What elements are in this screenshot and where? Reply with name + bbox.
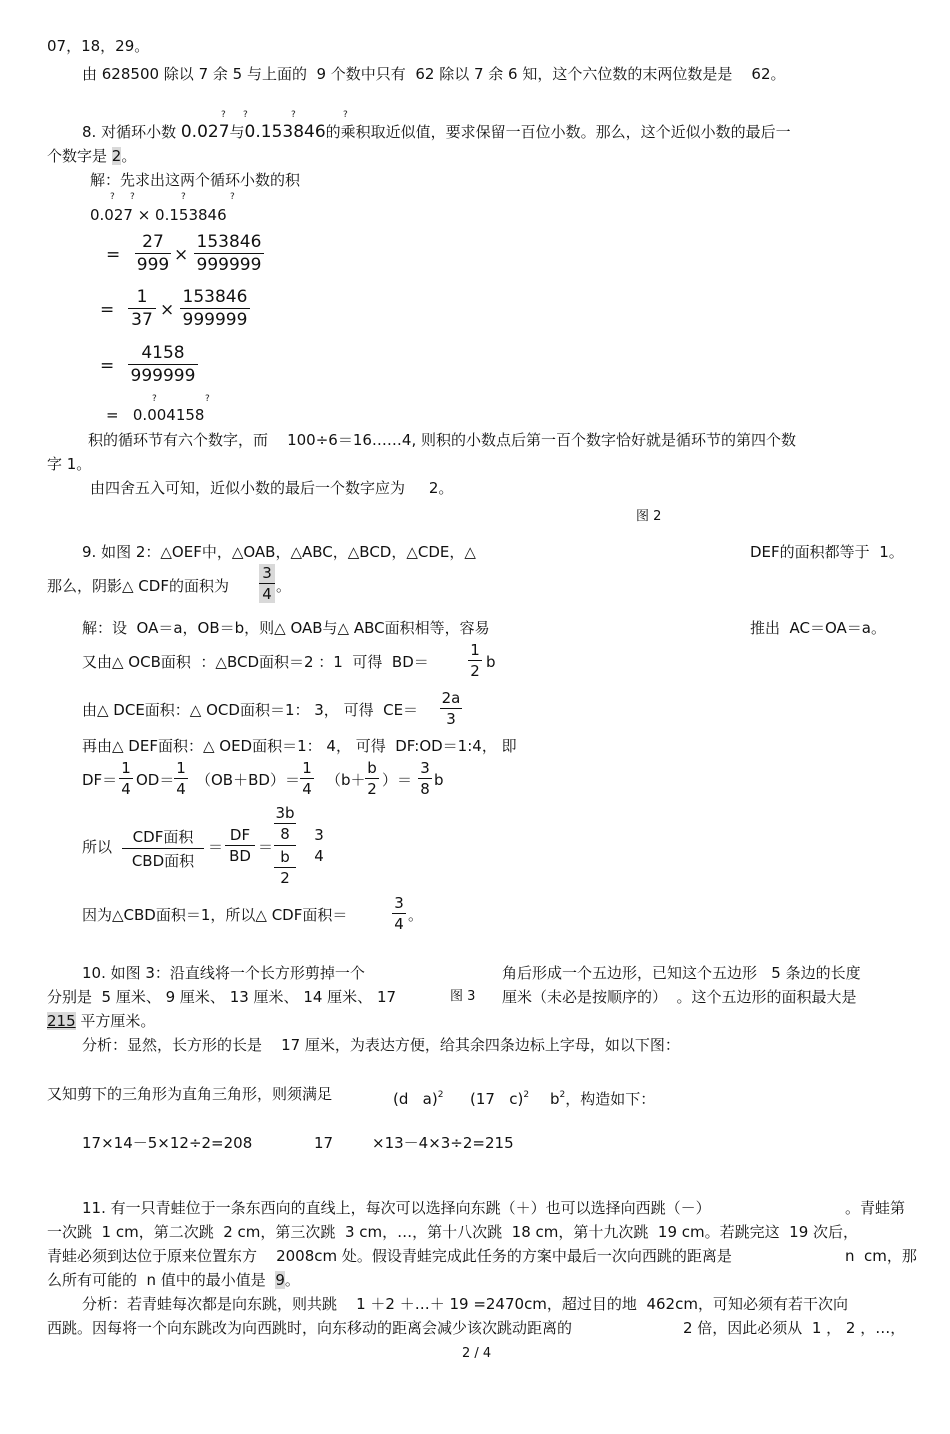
text-line: 推出 AC＝OA＝a。 [750,619,887,637]
math-expression: 17 [314,1134,334,1152]
text-line: 2 倍，因此必须从 1 ， 2 ，…， [683,1319,906,1337]
fraction: 4158 999999 [128,343,198,386]
problem-11-line: 11. 有一只青蛙位于一条东西向的直线上，每次可以选择向东跳（＋）也可以选择向西跳（－） [82,1199,711,1217]
text-line: 么所有可能的 n 值中的最小值是 9。 [47,1271,300,1289]
text-line: 又由△ OCB面积 ：△BCD面积＝2 ：1 可得 BD＝ [82,653,429,671]
text-line: 由四舍五入可知，近似小数的最后一个数字应为 2。 [90,479,454,497]
text-line: 积的循环节有六个数字，而 100÷6＝16……4, 则积的小数点后第一百个数字恰好就是循环节的第四个数 [88,431,796,449]
problem-9-line: 9. 如图 2：△OEF中，△OAB，△ABC，△BCD，△CDE，△ [82,543,476,561]
fraction: b 2 [365,759,379,798]
text-line: 青蛙必须到达位于原来位置东方 2008cm 处。假设青蛙完成此任务的方案中最后一次向西跳的距离是 [47,1247,732,1265]
fraction: 1 4 [119,759,133,798]
math-expression: 0.027 × 0.153846 [90,206,227,224]
problem-10-line: 10. 如图 3：沿直线将一个长方形剪掉一个 [82,964,365,982]
text-line: 07，18，29。 [47,37,150,55]
text-line: 一次跳 1 cm，第二次跳 2 cm，第三次跳 3 cm，…，第十八次跳 18 cm，第十九次跳 19 cm。若跳完这 19 次后， [47,1223,859,1241]
fraction: CDF面积 CBD面积 [122,826,204,871]
figure-caption: 图 3 [450,989,476,1004]
fraction: 2a 3 [441,689,461,728]
text-line: 215 平方厘米。 [47,1012,156,1030]
problem-8-line: 8. 对循环小数 0.027与0.153846的乘积取近似值，要求保留一百位小数。那么，这个近似小数的最后一 [82,122,791,142]
figure-caption: 图 2 [636,509,662,524]
fraction: 153846 999999 [180,287,250,330]
text-line: DEF的面积都等于 1。 [750,543,904,561]
answer-highlight: 9 [275,1271,285,1289]
text-line: 角后形成一个五边形，已知这个五边形 5 条边的长度 [502,964,861,982]
fraction: 27 999 [136,232,170,275]
math-expression: ×13－4×3÷2=215 [372,1134,514,1152]
text-line: 解：设 OA＝a，OB＝b，则△ OAB与△ ABC面积相等，容易 [82,619,490,637]
text-line: 字 1。 [47,455,92,473]
fraction: 3 4 [392,894,406,933]
fraction: 1 4 [300,759,314,798]
answer-highlight: 2 [111,147,122,165]
equals-sign: = [100,300,115,320]
text-line: 由 628500 除以 7 余 5 与上面的 9 个数中只有 62 除以 7 余 6 知，这个六位数的末两位数是是 62。 [82,65,786,83]
fraction: 153846 999999 [194,232,264,275]
text-line: 分析：显然，长方形的长是 17 厘米，为表达方便，给其余四条边标上字母，如以下图： [82,1036,680,1054]
text-line: 分析：若青蛙每次都是向东跳，则共跳 1 ＋2 ＋…＋ 19 =2470cm，超过目的地 462cm，可知必须有若干次向 [82,1295,848,1313]
equals-sign: = [100,356,115,376]
text-line: 个数字是 2。 [47,147,137,165]
text-line: 由△ DCE面积：△ OCD面积＝1： 3， 可得 CE＝ [82,701,419,719]
text-line: 厘米（未必是按顺序的） 。这个五边形的面积最大是 [502,988,857,1006]
text-line: 西跳。因每将一个向东跳改为向西跳时，向东移动的距离会减少该次跳动距离的 [47,1319,573,1337]
text-line: 又知剪下的三角形为直角三角形，则须满足 [47,1085,333,1103]
equals-sign: = [106,245,121,265]
text-line: 因为△CBD面积＝1，所以△ CDF面积＝ [82,906,348,924]
text-line: 解：先求出这两个循环小数的积 [90,171,301,189]
answer-highlight: 215 [47,1012,76,1030]
text-line: 那么，阴影△ CDF的面积为 [47,577,234,595]
fraction: DF BD [225,826,255,865]
fraction: 1 2 [468,641,482,680]
text-line: 分别是 5 厘米、 9 厘米、 13 厘米、 14 厘米、 17 [47,988,397,1006]
compound-fraction: 3b 8 b 2 [275,804,295,887]
text-line: 再由△ DEF面积：△ OED面积＝1： 4， 可得 DF:OD＝1:4， 即 [82,737,517,755]
fraction: 1 37 [128,287,156,330]
fraction: 3 4 [314,826,324,865]
text-line: 。青蛙第 [845,1199,906,1217]
math-expression: 17×14－5×12÷2=208 [82,1134,253,1152]
answer-fraction: 3 4 [259,564,275,603]
text-line: n cm，那 [845,1247,917,1265]
fraction: 1 4 [174,759,188,798]
math-expression: = 0.004158 [106,406,205,424]
fraction: 3 8 [418,759,432,798]
page-number: 2 / 4 [462,1346,492,1361]
